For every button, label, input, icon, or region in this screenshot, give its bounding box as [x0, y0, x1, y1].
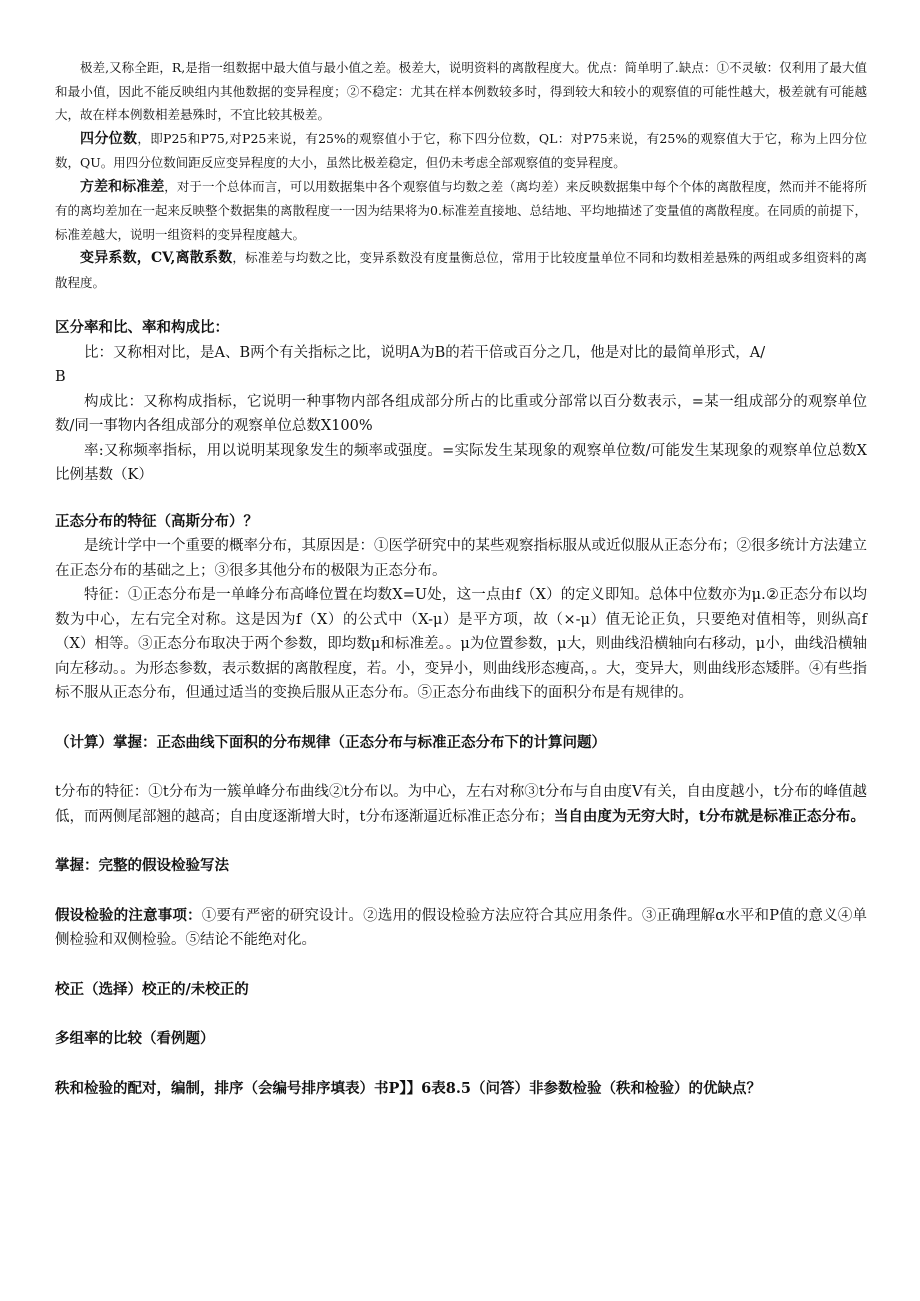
document-body [55, 56, 867, 1101]
normal-intro-paragraph: 是统计学中一个重要的概率分布，其原因是：①医学研究中的某些观察指标服从或近似服从正态分布；②很多统计方法建立在正态分布的基础之上；③很多其他分布的极限为正态分布。 [55, 538, 867, 579]
multi-rate-heading: 多组率的比较（看例题） [55, 1030, 215, 1047]
quartile-term: 四分位数 [80, 130, 138, 147]
cv-term: 变异系数，CV,离散系数 [80, 250, 233, 266]
notes-term: 假设检验的注意事项： [55, 906, 202, 924]
calc-heading: （计算）掌握：正态曲线下面积的分布规律（正态分布与标准正态分布下的计算问题） [55, 733, 606, 751]
ratio-paragraph-tail: B [55, 369, 66, 385]
rank-sum-heading: 秩和检验的配对，编制，排序（会编号排序填表）书P】】6表8.5（问答）非参数检验（秩和检验）的优缺点？ [55, 1079, 761, 1097]
quartile-text: ，即P25和P75,对P25来说，有25%的观察值小于它，称下四分位数，QL：对P75来说，有25%的观察值大于它，称为上四分位数，QU。用四分位数间距反应变异程度的大小，虽然比极差稳定，但仍未考虑全部观察值的变异程度。 [55, 130, 868, 170]
variance-term: 方差和标准差 [80, 178, 165, 195]
ratio-paragraph: 比：又称相对比，是A、B两个有关指标之比，说明A为B的若干倍或百分之几，他是对比的最简单形式，A/ [84, 344, 766, 361]
normal-heading: 正态分布的特征（高斯分布）？ [55, 512, 258, 530]
normal-features-paragraph: 特征：①正态分布是一单峰分布高峰位置在均数X=U处，这一点由f（X）的定义即知。总体中位数亦为μ.②正态分布以均数为中心，左右完全对称。这是因为f（X）的公式中（X-μ）是平方项，故（×-μ）值无论正负，只要绝对值相等，则纵高f（X）相等。③正态分布取决于两个参数，即均数μ和标准差。。μ为位置参数，μ大，则曲线沿横轴向右移动，μ小，曲线沿横轴向左移动。。为形态参数，表示数据的离散程度，若。小，变异小，则曲线形态瘦高，。大，变异大，则曲线形态矮胖。④有些指标不服从正态分布，但通过适当的变换后服从正态分布。⑤正态分布曲线下的面积分布是有规律的。 [55, 587, 867, 701]
t-distribution-text: t分布的特征：①t分布为一簇单峰分布曲线②t分布以。为中心，左右对称③t分布与自由度V有关，自由度越小，t分布的峰值越低，而两侧尾部翘的越高；自由度逐渐增大时，t分布逐渐逼近标准正态分布； [55, 784, 867, 825]
variance-paragraph [55, 175, 867, 247]
ratio-heading: 区分率和比、率和构成比： [55, 319, 229, 336]
hypothesis-heading: 掌握：完整的假设检验写法 [55, 857, 229, 874]
cv-paragraph [55, 246, 867, 294]
cv-text: ，标准差与均数之比，变异系数没有度量衡总位，常用于比较度量单位不同和均数相差悬殊的两组或多组资料的离散程度。 [55, 250, 867, 290]
notes-paragraph [55, 904, 867, 953]
quartile-paragraph [55, 127, 867, 175]
t-distribution-paragraph [55, 780, 867, 829]
range-paragraph: 极差,又称全距，R,是指一组数据中最大值与最小值之差。极差大，说明资料的离散程度大。优点：简单明了.缺点：①不灵敏：仅利用了最大值和最小值，因此不能反映组内其他数据的变异程度；②不稳定：尤其在样本例数较多时，得到较大和较小的观察值的可能性越大，极差就有可能越大，故在样本例数相差悬殊时，不宜比较其极差。 [55, 60, 867, 122]
rate-paragraph: 率:又称频率指标，用以说明某现象发生的频率或强度。=实际发生某现象的观察单位数/可能发生某现象的观察单位总数X比例基数（K） [55, 442, 867, 483]
composition-paragraph: 构成比：又称构成指标，它说明一种事物内部各组成部分所占的比重或分部常以百分数表示，=某一组成部分的观察单位数/同一事物内各组成部分的观察单位总数X100% [55, 393, 867, 434]
t-distribution-bold: 当自由度为无穷大时，t分布就是标准正态分布。 [553, 807, 866, 825]
variance-text: ，对于一个总体而言，可以用数据集中各个观察值与均数之差（离均差）来反映数据集中每个个体的离散程度，然而并不能将所有的离均差加在一起来反映整个数据集的离散程度一一因为结果将为0.标准差直接地、总结地、平均地描述了变量值的离散程度。在同质的前提下，标准差越大，说明一组资料的变异程度越大。 [55, 178, 867, 242]
correction-heading: 校正（选择）校正的/未校正的 [55, 980, 249, 998]
notes-text: ①要有严密的研究设计。②选用的假设检验方法应符合其应用条件。③正确理解α水平和P值的意义④单侧检验和双侧检验。⑤结论不能绝对化。 [55, 907, 867, 948]
